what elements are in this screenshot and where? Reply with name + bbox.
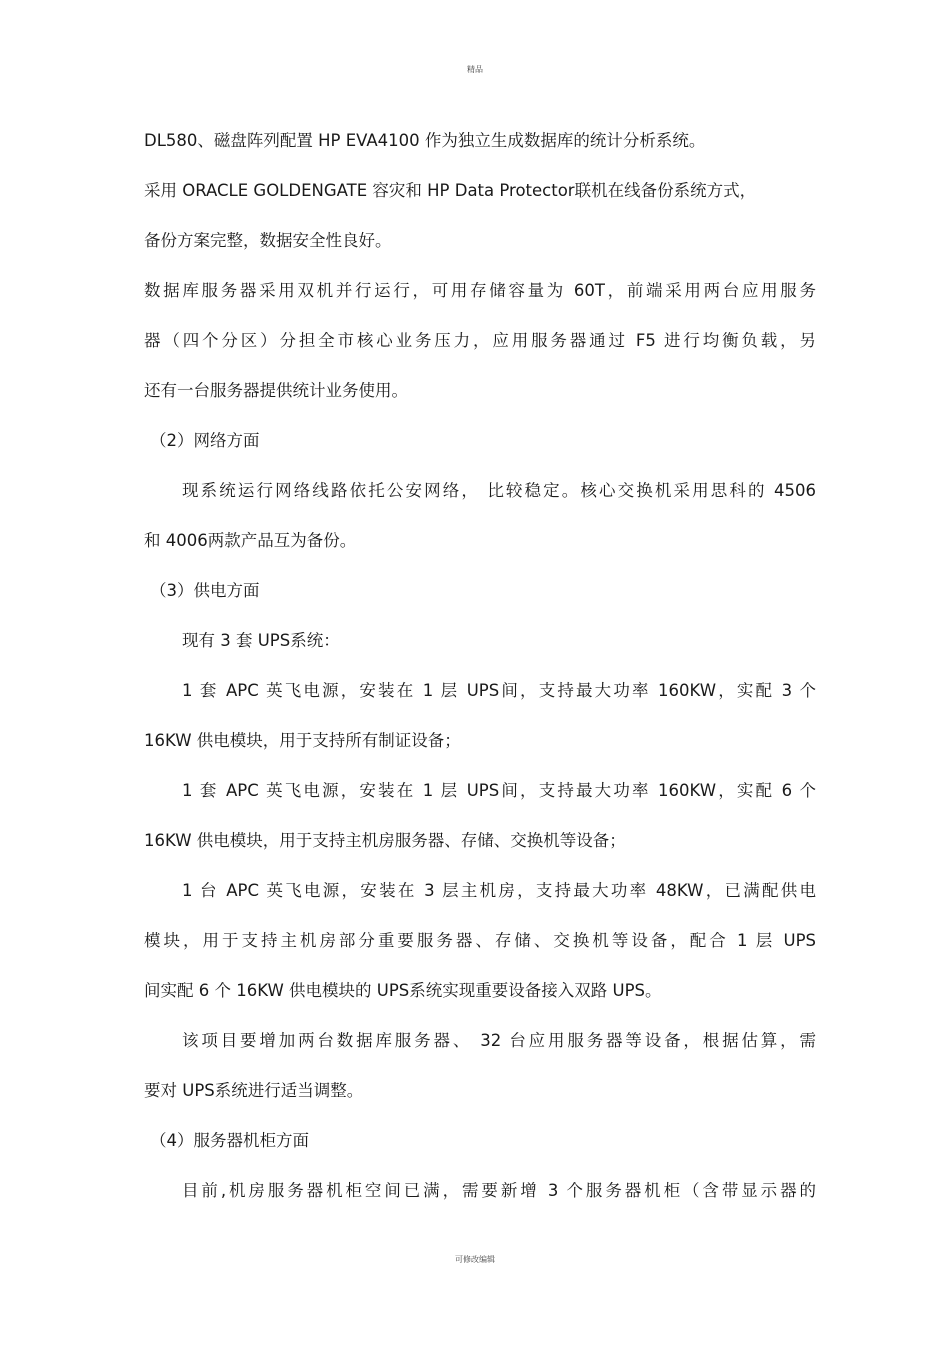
text-line: 备份方案完整，数据安全性良好。 — [144, 231, 392, 250]
text-line: 1 套 APC 英飞电源，安装在 1 层 UPS间，支持最大功率 160KW，实配 6 个 — [182, 781, 816, 800]
text-line: 间实配 6 个 16KW 供电模块的 UPS系统实现重要设备接入双路 UPS。 — [144, 981, 662, 1000]
section-heading-network: （2）网络方面 — [150, 431, 260, 450]
text-line: 和 4006两款产品互为备份。 — [144, 531, 357, 550]
text-line: 1 套 APC 英飞电源，安装在 1 层 UPS间，支持最大功率 160KW，实配 3 个 — [182, 681, 816, 700]
page-header: 精品 — [467, 65, 483, 74]
text-line: 模块，用于支持主机房部分重要服务器、存储、交换机等设备，配合 1 层 UPS — [144, 931, 816, 950]
text-line: 采用 ORACLE GOLDENGATE 容灾和 HP Data Protector联机在线备份系统方式， — [144, 181, 757, 200]
text-line: 目前,机房服务器机柜空间已满，需要新增 3 个服务器机柜（含带显示器的 — [182, 1181, 816, 1200]
section-heading-server-cabinet: （4）服务器机柜方面 — [150, 1131, 309, 1150]
text-line: 1 台 APC 英飞电源，安装在 3 层主机房，支持最大功率 48KW，已满配供电 — [182, 881, 816, 900]
document-body — [144, 126, 816, 1226]
text-line: 器（四个分区）分担全市核心业务压力，应用服务器通过 F5 进行均衡负载，另 — [144, 331, 816, 350]
page-footer: 可修改编辑 — [455, 1255, 495, 1264]
text-line: DL580、磁盘阵列配置 HP EVA4100 作为独立生成数据库的统计分析系统。 — [144, 131, 706, 150]
text-line: 现系统运行网络线路依托公安网络， 比较稳定。核心交换机采用思科的 4506 — [182, 481, 816, 500]
text-line: 要对 UPS系统进行适当调整。 — [144, 1081, 364, 1100]
text-line: 数据库服务器采用双机并行运行，可用存储容量为 60T，前端采用两台应用服务 — [144, 281, 816, 300]
text-line: 16KW 供电模块，用于支持主机房服务器、存储、交换机等设备； — [144, 831, 626, 850]
text-line: 还有一台服务器提供统计业务使用。 — [144, 381, 408, 400]
text-line: 16KW 供电模块，用于支持所有制证设备； — [144, 731, 461, 750]
section-heading-power: （3）供电方面 — [150, 581, 260, 600]
text-line: 现有 3 套 UPS系统： — [182, 631, 340, 650]
text-line: 该项目要增加两台数据库服务器、 32 台应用服务器等设备，根据估算，需 — [182, 1031, 816, 1050]
